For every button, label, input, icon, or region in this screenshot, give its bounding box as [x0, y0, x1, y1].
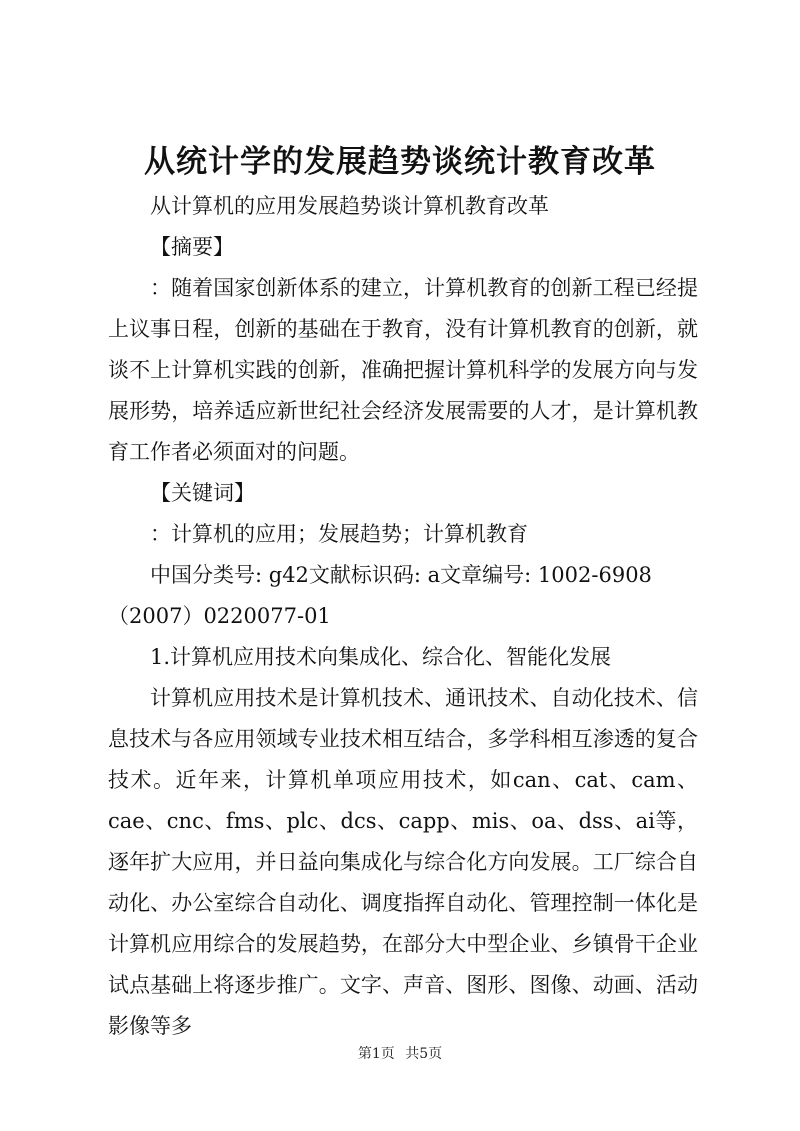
classification-paragraph: 中国分类号: g42文献标识码: a文章编号: 1002-6908（2007）0220077-01: [108, 563, 652, 628]
section-heading: 1.计算机应用技术向集成化、综合化、智能化发展: [150, 645, 612, 669]
keywords-paragraph: ：计算机的应用；发展趋势；计算机教育: [150, 522, 528, 546]
page-footer: [0, 1044, 800, 1064]
abstract-heading: 【摘要】: [150, 235, 234, 259]
document-body: [108, 186, 698, 1047]
body-paragraph: 计算机应用技术是计算机技术、通讯技术、自动化技术、信息技术与各应用领域专业技术相互结合，多学科相互渗透的复合技术。近年来，计算机单项应用技术，如can、cat、cam、cae、cnc、fms、plc、dcs、capp、mis、oa、dss、ai等，逐年扩大应用，并日益向集成化与综合化方向发展。工厂综合自动化、办公室综合自动化、调度指挥自动化、管理控制一体化是计算机应用综合的发展趋势，在部分大中型企业、乡镇骨干企业试点基础上将逐步推广。文字、声音、图形、图像、动画、活动影像等多: [108, 686, 698, 1038]
abstract-paragraph: ：随着国家创新体系的建立，计算机教育的创新工程已经提上议事日程，创新的基础在于教育，没有计算机教育的创新，就谈不上计算机实践的创新，准确把握计算机科学的发展方向与发展形势，培养适应新世纪社会经济发展需要的人才，是计算机教育工作者必须面对的问题。: [108, 276, 698, 464]
subtitle-paragraph: 从计算机的应用发展趋势谈计算机教育改革: [150, 194, 549, 218]
document-title: 从统计学的发展趋势谈统计教育改革: [144, 144, 656, 180]
keywords-heading: 【关键词】: [150, 481, 255, 505]
page-number: 第1页: [357, 1046, 395, 1062]
page-total: 共5页: [405, 1046, 443, 1062]
